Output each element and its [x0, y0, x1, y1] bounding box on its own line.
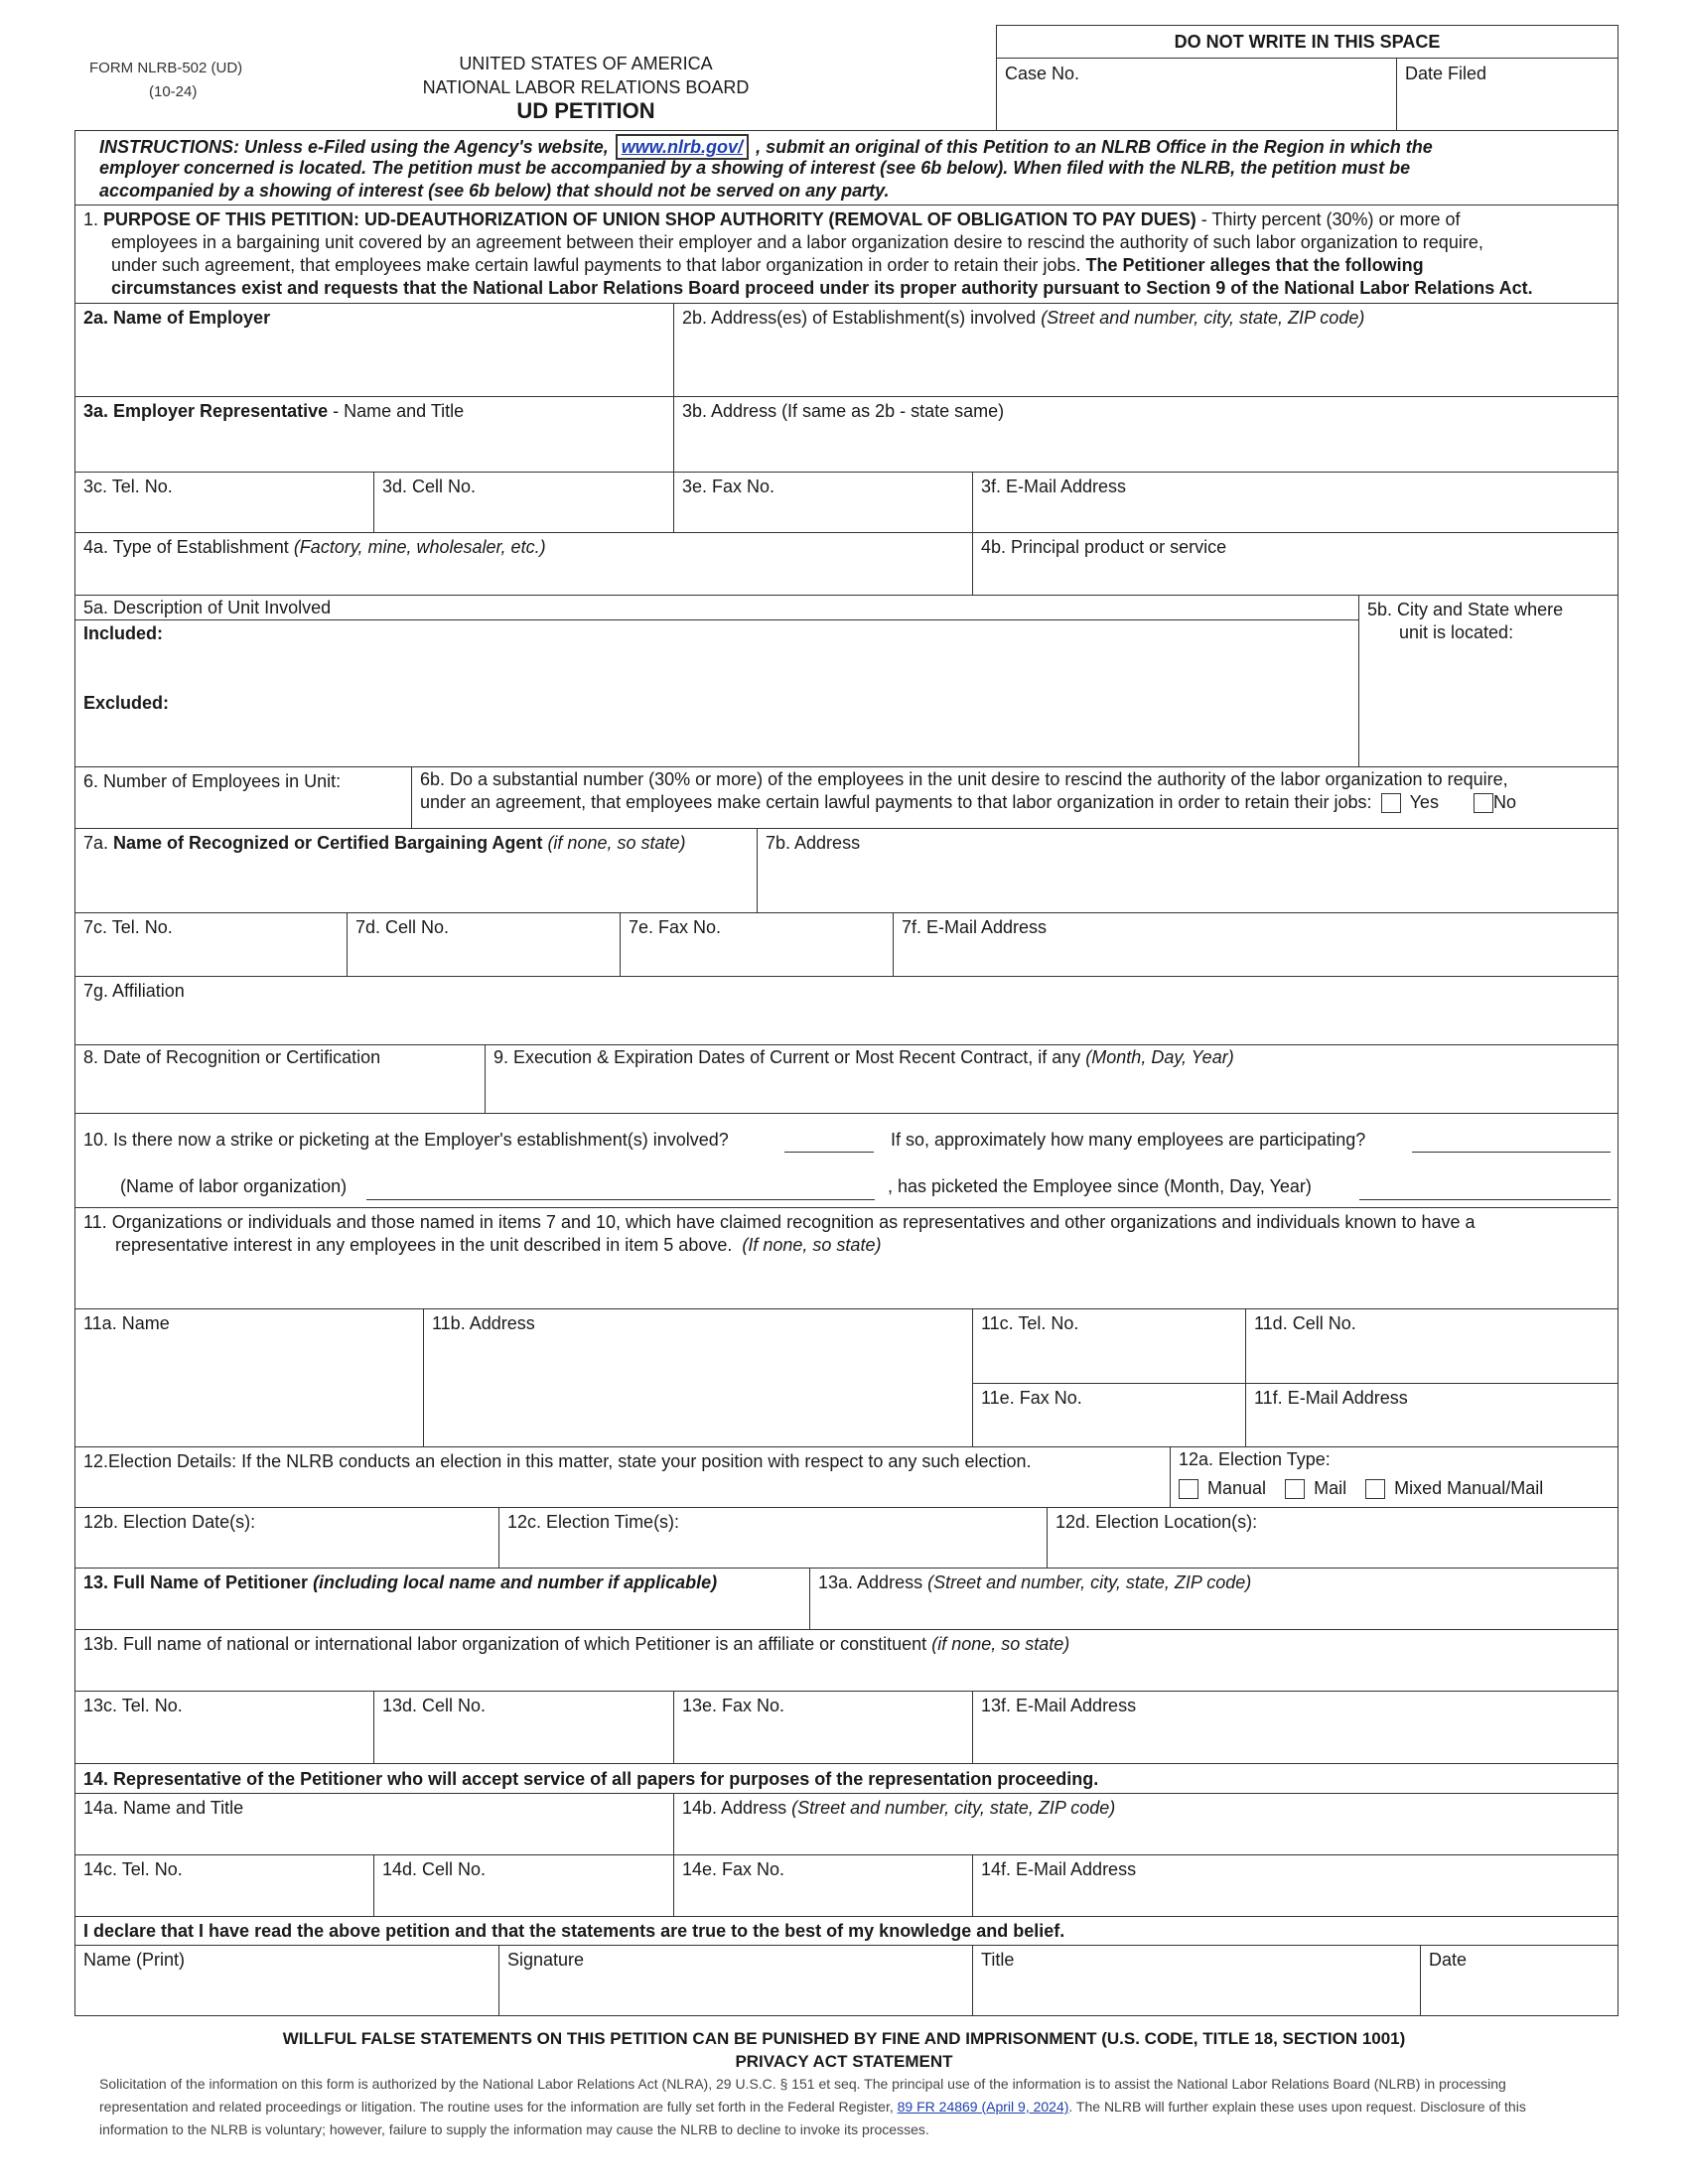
label-6b-line2: under an agreement, that employees make certain lawful payments to that labor organization in order to retain their jobs: Yes No: [420, 792, 1516, 812]
field-11b-address[interactable]: [423, 1308, 973, 1447]
label-7c: 7c. Tel. No.: [83, 917, 173, 937]
field-6b-desire: [411, 766, 1618, 829]
label-3f: 3f. E-Mail Address: [981, 477, 1127, 496]
section-11-organizations[interactable]: [74, 1207, 1618, 1309]
purpose-line-1: [83, 208, 1461, 230]
field-4a-establishment-type[interactable]: [74, 532, 973, 596]
label-11b: 11b. Address: [432, 1313, 535, 1333]
label-5a: 5a. Description of Unit Involved: [83, 598, 332, 617]
field-13b-national-org[interactable]: [74, 1629, 1618, 1692]
label-signature-date: Date: [1429, 1950, 1468, 1970]
field-10-strike-answer[interactable]: [784, 1152, 874, 1153]
hint-13a: (Street and number, city, state, ZIP code): [927, 1572, 1252, 1592]
label-3d: 3d. Cell No.: [382, 477, 477, 496]
checkbox-12a-mail[interactable]: [1285, 1479, 1305, 1499]
field-14b-rep-address[interactable]: [673, 1793, 1618, 1855]
label-2a: 2a. Name of Employer: [83, 308, 271, 328]
label-12a: 12a. Election Type:: [1179, 1449, 1331, 1469]
field-7e-fax[interactable]: [620, 912, 894, 977]
form-title: UD PETITION: [516, 98, 655, 123]
purpose-line-3: [111, 254, 1424, 276]
purpose-heading: PURPOSE OF THIS PETITION: UD-DEAUTHORIZATION OF UNION SHOP AUTHORITY (REMOVAL OF OBLIGATION TO PAY DUES): [103, 209, 1196, 229]
label-13f: 13f. E-Mail Address: [981, 1696, 1137, 1715]
label-12a-manual: Manual: [1207, 1478, 1267, 1498]
form-number: FORM NLRB-502 (UD): [89, 60, 243, 76]
field-7a-bargaining-agent[interactable]: [74, 828, 758, 913]
label-signature: Signature: [507, 1950, 585, 1970]
field-14d-cell[interactable]: [373, 1854, 674, 1917]
case-number-label: Case No.: [1005, 64, 1080, 83]
field-7c-tel[interactable]: [74, 912, 348, 977]
field-12b-election-dates[interactable]: [74, 1507, 499, 1569]
field-14e-fax[interactable]: [673, 1854, 973, 1917]
label-9: 9. Execution & Expiration Dates of Current or Most Recent Contract, if any (Month, Day, Year): [493, 1047, 1234, 1067]
label-11a: 11a. Name: [83, 1313, 170, 1333]
label-12a-mail: Mail: [1314, 1478, 1347, 1498]
field-11a-name[interactable]: [74, 1308, 424, 1447]
declaration-text: I declare that I have read the above petition and that the statements are true to the best of my knowledge and belief.: [83, 1921, 1065, 1941]
label-13: 13. Full Name of Petitioner (including local name and number if applicable): [83, 1572, 718, 1592]
label-14: 14. Representative of the Petitioner who will accept service of all papers for purposes of the representation proceeding.: [83, 1769, 1099, 1789]
field-5b-city-state[interactable]: [1358, 595, 1618, 767]
label-7f: 7f. E-Mail Address: [902, 917, 1048, 937]
label-12a-mixed: Mixed Manual/Mail: [1394, 1478, 1544, 1498]
label-13a: 13a. Address (Street and number, city, state, ZIP code): [818, 1572, 1252, 1592]
label-12c: 12c. Election Time(s):: [507, 1512, 680, 1532]
hint-13b: (if none, so state): [931, 1634, 1070, 1654]
field-3d-cell[interactable]: [373, 472, 674, 533]
label-signer-name: Name (Print): [83, 1950, 186, 1970]
hint-9: (Month, Day, Year): [1085, 1047, 1234, 1067]
label-4a: 4a. Type of Establishment (Factory, mine, wholesaler, etc.): [83, 537, 546, 557]
label-2b: 2b. Address(es) of Establishment(s) involved (Street and number, city, state, ZIP code): [682, 308, 1365, 328]
privacy-act-title: PRIVACY ACT STATEMENT: [735, 2052, 953, 2071]
field-signature[interactable]: [498, 1945, 973, 2016]
label-11d: 11d. Cell No.: [1254, 1313, 1356, 1333]
label-signer-title: Title: [981, 1950, 1015, 1970]
purpose-line-3-bold: The Petitioner alleges that the following: [1080, 255, 1424, 275]
hint-2b: (Street and number, city, state, ZIP code): [1041, 308, 1365, 328]
office-use-box-header: [996, 25, 1618, 59]
label-7b: 7b. Address: [766, 833, 861, 853]
label-12d: 12d. Election Location(s):: [1055, 1512, 1258, 1532]
label-14d: 14d. Cell No.: [382, 1859, 487, 1879]
label-10-participants: If so, approximately how many employees are participating?: [891, 1130, 1366, 1150]
field-12d-election-locations[interactable]: [1047, 1507, 1618, 1569]
label-5b-line1: 5b. City and State where: [1367, 600, 1564, 619]
field-5a-unit-description[interactable]: [74, 619, 1359, 767]
purpose-line-4: circumstances exist and requests that the National Labor Relations Board proceed under its proper authority pursuant to Section 9 of the National Labor Relations Act.: [111, 278, 1533, 298]
field-3c-tel[interactable]: [74, 472, 374, 533]
label-11c: 11c. Tel. No.: [981, 1313, 1079, 1333]
field-7d-cell[interactable]: [347, 912, 621, 977]
instructions-line-2: employer concerned is located. The petition must be accompanied by a showing of interest (see 6b below). When filed with the NLRB, the petition must be: [99, 158, 1411, 178]
purpose-section: [74, 205, 1618, 304]
checkbox-12a-mixed[interactable]: [1365, 1479, 1385, 1499]
label-11-line1: 11. Organizations or individuals and those named in items 7 and 10, which have claimed recognition as representatives and other organizations and individuals known to have a: [83, 1212, 1476, 1232]
field-11e-fax[interactable]: [972, 1383, 1246, 1447]
label-14c: 14c. Tel. No.: [83, 1859, 183, 1879]
field-3b-rep-address[interactable]: [673, 396, 1618, 473]
label-5a-excluded: Excluded:: [83, 693, 170, 713]
label-3b: 3b. Address (If same as 2b - state same): [682, 401, 1005, 421]
label-7e: 7e. Fax No.: [629, 917, 722, 937]
field-12-election-position[interactable]: [74, 1446, 1171, 1508]
field-12a-election-type: [1170, 1446, 1618, 1508]
field-3f-email[interactable]: [972, 472, 1618, 533]
field-5a-header: [74, 595, 1359, 620]
label-3a: 3a. Employer Representative - Name and Title: [83, 401, 465, 421]
instructions-lead: INSTRUCTIONS: Unless e-Filed using the Agency's website,: [99, 137, 609, 157]
instructions-rest: , submit an original of this Petition to an NLRB Office in the Region in which the: [756, 137, 1433, 157]
purpose-line-3-plain: under such agreement, that employees make certain lawful payments to that labor organization in order to retain their jobs.: [111, 255, 1081, 275]
label-14e: 14e. Fax No.: [682, 1859, 785, 1879]
hint-4a: (Factory, mine, wholesaler, etc.): [293, 537, 546, 557]
label-11e: 11e. Fax No.: [981, 1388, 1082, 1408]
label-6b-no: No: [1492, 792, 1516, 812]
field-2b-establishment-address[interactable]: [673, 303, 1618, 397]
label-3c: 3c. Tel. No.: [83, 477, 173, 496]
purpose-line-2: employees in a bargaining unit covered by an agreement between their employer and a labor organization desire to rescind the authority of such labor organization to require,: [111, 232, 1483, 252]
field-13d-cell[interactable]: [373, 1691, 674, 1764]
label-10-question: 10. Is there now a strike or picketing at the Employer's establishment(s) involved?: [83, 1130, 729, 1150]
hint-14b: (Street and number, city, state, ZIP code): [791, 1798, 1116, 1818]
label-14f: 14f. E-Mail Address: [981, 1859, 1137, 1879]
field-signer-name[interactable]: [74, 1945, 499, 2016]
label-7a: 7a. Name of Recognized or Certified Bargaining Agent (if none, so state): [83, 833, 686, 853]
field-13c-tel[interactable]: [74, 1691, 374, 1764]
date-filed-label: Date Filed: [1405, 64, 1487, 83]
field-11f-email[interactable]: [1245, 1383, 1618, 1447]
field-13a-petitioner-address[interactable]: [809, 1568, 1618, 1630]
section-10-strike: [74, 1113, 1618, 1208]
section-14-header: [74, 1763, 1618, 1794]
field-7b-address[interactable]: [757, 828, 1618, 913]
field-11c-tel[interactable]: [972, 1308, 1246, 1384]
label-11f: 11f. E-Mail Address: [1254, 1388, 1408, 1408]
privacy-line-3: information to the NLRB is voluntary; however, failure to supply the information may cause the NLRB to decline to invoke its processes.: [99, 2121, 929, 2137]
label-12: 12.Election Details: If the NLRB conducts an election in this matter, state your position with respect to any such election.: [83, 1451, 1032, 1471]
label-6b-line1: 6b. Do a substantial number (30% or more) of the employees in the unit desire to rescind the authority of the labor organization to require,: [420, 769, 1508, 789]
field-10-org-name[interactable]: [366, 1199, 875, 1200]
label-10-since: , has picketed the Employee since (Month, Day, Year): [888, 1176, 1312, 1196]
date-filed-field[interactable]: [1396, 58, 1618, 131]
label-13e: 13e. Fax No.: [682, 1696, 785, 1715]
privacy-line-2: representation and related proceedings or litigation. The routine uses for the information are fully set forth in the Federal Register, 89 FR 24869 (April 9, 2024). The NLRB will further explain these uses upon request. Disclosure of this: [99, 2099, 1526, 2115]
field-12c-election-times[interactable]: [498, 1507, 1048, 1569]
field-signature-date[interactable]: [1420, 1945, 1618, 2016]
field-2a-employer-name[interactable]: [74, 303, 674, 397]
label-13d: 13d. Cell No.: [382, 1696, 487, 1715]
office-use-title: DO NOT WRITE IN THIS SPACE: [1174, 32, 1441, 52]
label-10-org-name: (Name of labor organization): [120, 1176, 348, 1196]
label-13c: 13c. Tel. No.: [83, 1696, 183, 1715]
instructions-line-3: accompanied by a showing of interest (see 6b below) that should not be served on any party.: [99, 181, 890, 201]
privacy-line-1: Solicitation of the information on this form is authorized by the National Labor Relations Act (NLRA), 29 U.S.C. § 151 et seq. The principal use of the information is to assist the National Labor Relations Board (NLRB) in processing: [99, 2076, 1506, 2092]
field-signer-title[interactable]: [972, 1945, 1421, 2016]
label-12b: 12b. Election Date(s):: [83, 1512, 256, 1532]
checkbox-12a-manual[interactable]: [1179, 1479, 1198, 1499]
field-8-recognition-date[interactable]: [74, 1044, 486, 1114]
false-statement-warning: WILLFUL FALSE STATEMENTS ON THIS PETITION CAN BE PUNISHED BY FINE AND IMPRISONMENT (U.S. CODE, TITLE 18, SECTION 1001): [282, 2029, 1406, 2048]
field-10-participants-count[interactable]: [1412, 1152, 1611, 1153]
field-13-petitioner-name[interactable]: [74, 1568, 810, 1630]
form-date: (10-24): [149, 83, 198, 100]
field-6-employee-count[interactable]: [74, 766, 412, 829]
election-type-options: [1179, 1477, 1543, 1499]
website-link-text: www.nlrb.gov/: [621, 137, 744, 157]
field-14c-tel[interactable]: [74, 1854, 374, 1917]
field-14a-rep-name[interactable]: [74, 1793, 674, 1855]
field-3e-fax[interactable]: [673, 472, 973, 533]
field-10-picket-date[interactable]: [1359, 1199, 1611, 1200]
field-13e-fax[interactable]: [673, 1691, 973, 1764]
label-4b: 4b. Principal product or service: [981, 537, 1227, 557]
agency-line-2: NATIONAL LABOR RELATIONS BOARD: [422, 77, 750, 97]
label-13b: 13b. Full name of national or international labor organization of which Petitioner is an affiliate or constituent (if none, so state): [83, 1634, 1070, 1654]
field-3a-employer-rep[interactable]: [74, 396, 674, 473]
label-7d: 7d. Cell No.: [355, 917, 450, 937]
field-13f-email[interactable]: [972, 1691, 1618, 1764]
hint-11: (If none, so state): [742, 1235, 882, 1255]
agency-line-1: UNITED STATES OF AMERICA: [459, 54, 713, 73]
purpose-text-1: - Thirty percent (30%) or more of: [1196, 209, 1461, 229]
field-7f-email[interactable]: [893, 912, 1618, 977]
field-14f-email[interactable]: [972, 1854, 1618, 1917]
label-3e: 3e. Fax No.: [682, 477, 775, 496]
label-5a-included: Included:: [83, 623, 163, 643]
label-14a: 14a. Name and Title: [83, 1798, 244, 1818]
declaration-row: [74, 1916, 1618, 1946]
field-4b-principal-product[interactable]: [972, 532, 1618, 596]
federal-register-link[interactable]: 89 FR 24869 (April 9, 2024): [897, 2099, 1069, 2115]
hint-13: (including local name and number if applicable): [313, 1572, 718, 1592]
label-8: 8. Date of Recognition or Certification: [83, 1047, 381, 1067]
checkbox-6b-no[interactable]: [1474, 793, 1493, 813]
checkbox-6b-yes[interactable]: [1381, 793, 1401, 813]
field-11d-cell[interactable]: [1245, 1308, 1618, 1384]
case-number-field[interactable]: [996, 58, 1397, 131]
field-9-contract-dates[interactable]: [485, 1044, 1618, 1114]
purpose-number: 1.: [83, 209, 99, 229]
label-7g: 7g. Affiliation: [83, 981, 185, 1001]
label-6b-yes: Yes: [1409, 792, 1439, 812]
hint-7a: (if none, so state): [547, 833, 686, 853]
label-6: 6. Number of Employees in Unit:: [83, 771, 342, 791]
label-11-line2: representative interest in any employees in the unit described in item 5 above. (If none, so state): [115, 1235, 882, 1255]
label-5b-line2: unit is located:: [1399, 622, 1514, 642]
instructions-box: [74, 130, 1618, 205]
label-14b: 14b. Address (Street and number, city, state, ZIP code): [682, 1798, 1116, 1818]
field-7g-affiliation[interactable]: [74, 976, 1618, 1045]
